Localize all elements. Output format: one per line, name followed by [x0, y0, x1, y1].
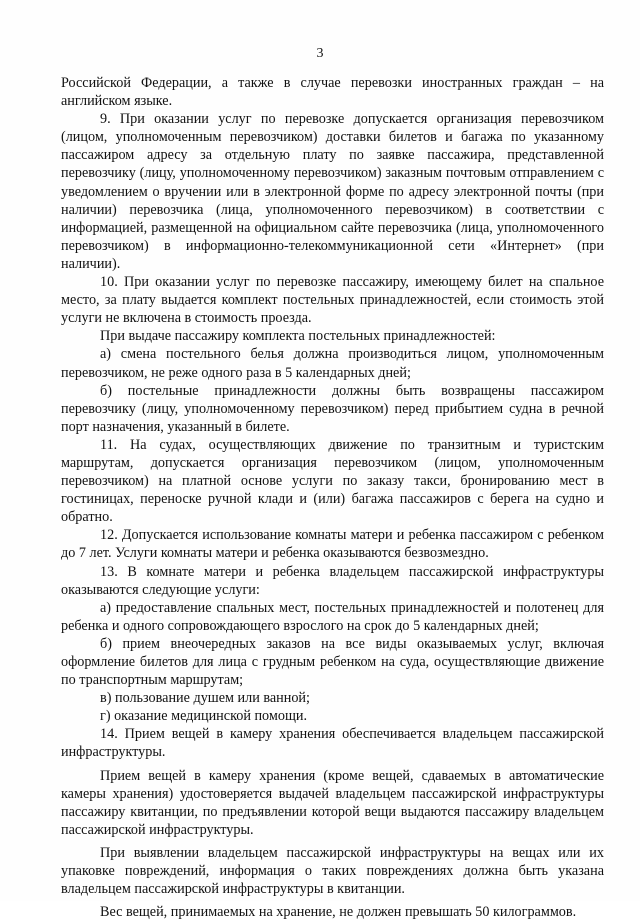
paragraph: 12. Допускается использование комнаты матери и ребенка пассажиром с ребенком до 7 лет. Услуги комнаты матери и ребенка оказываются безвозмездно.	[61, 527, 604, 562]
paragraph: 10. При оказании услуг по перевозке пассажиру, имеющему билет на спальное место, за плату выдается комплект постельных принадлежностей, если стоимость этой услуги не включена в стоимость проезда.	[61, 274, 604, 327]
paragraph: г) оказание медицинской помощи.	[100, 708, 308, 725]
paragraph: При выявлении владельцем пассажирской инфраструктуры на вещах или их упаковке повреждений, информация о таких повреждениях должна быть указана владельцем пассажирской инфраструктуры в квитанции.	[61, 844, 604, 898]
paragraph: Прием вещей в камеру хранения (кроме вещей, сдаваемых в автоматические камеры хранения) удостоверяется выдачей владельцем пассажирской инфраструктуры пассажиру квитанции, по предъявлении которой вещи выдаются пассажиру владельцем пассажирской инфраструктуры.	[61, 767, 604, 838]
paragraph: а) смена постельного белья должна производиться лицом, уполномоченным перевозчиком, не реже одного раза в 5 календарных дней;	[61, 346, 604, 381]
paragraph: 9. При оказании услуг по перевозке допускается организация перевозчиком (лицом, уполномоченным перевозчиком) доставки билетов и багажа по указанному пассажиром адресу за отдельную плату по заявке пассажира, представленной перевозчику (лицу, уполномоченному перевозчиком) заказным почтовым отправлением с уведомлением о вручении или в электронной форме по адресу электронной почты (при наличии) перевозчика (лица, уполномоченного перевозчиком) в соответствии с информацией, размещенной на официальном сайте перевозчика (лица, уполномоченного перевозчиком) в информационно-телекоммуникационной сети «Интернет» (при наличии).	[61, 111, 604, 272]
paragraph: б) постельные принадлежности должны быть возвращены пассажиром перевозчику (лицу, уполномоченному перевозчиком) перед прибытием судна в речной порт назначения, указанный в билете.	[61, 382, 604, 435]
paragraph: При выдаче пассажиру комплекта постельных принадлежностей:	[100, 328, 496, 345]
paragraph: 13. В комнате матери и ребенка владельцем пассажирской инфраструктуры оказываются следующие услуги:	[61, 563, 604, 598]
paragraph: Вес вещей, принимаемых на хранение, не должен превышать 50 килограммов.	[100, 904, 577, 921]
paragraph: в) пользование душем или ванной;	[100, 690, 310, 707]
paragraph: б) прием внеочередных заказов на все виды оказываемых услуг, включая оформление билетов для лица с грудным ребенком на суда, осуществляющие движение по транспортным маршрутам;	[61, 635, 604, 689]
page-number: 3	[316, 46, 324, 61]
paragraph: Российской Федерации, а также в случае перевозки иностранных граждан – на английском языке.	[61, 75, 604, 110]
paragraph: а) предоставление спальных мест, постельных принадлежностей и полотенец для ребенка и одного сопровождающего взрослого на срок до 5 календарных дней;	[61, 599, 604, 634]
paragraph: 11. На судах, осуществляющих движение по транзитным и туристским маршрутам, допускается организация перевозчиком (лицом, уполномоченным перевозчиком) на платной основе услуги по заказу такси, бронированию мест в гостиницах, переноске ручной клади и (или) багажа пассажиров с берега на судно и обратно.	[61, 436, 604, 526]
document-body	[61, 74, 604, 921]
paragraph: 14. Прием вещей в камеру хранения обеспечивается владельцем пассажирской инфраструктуры.	[61, 726, 604, 761]
